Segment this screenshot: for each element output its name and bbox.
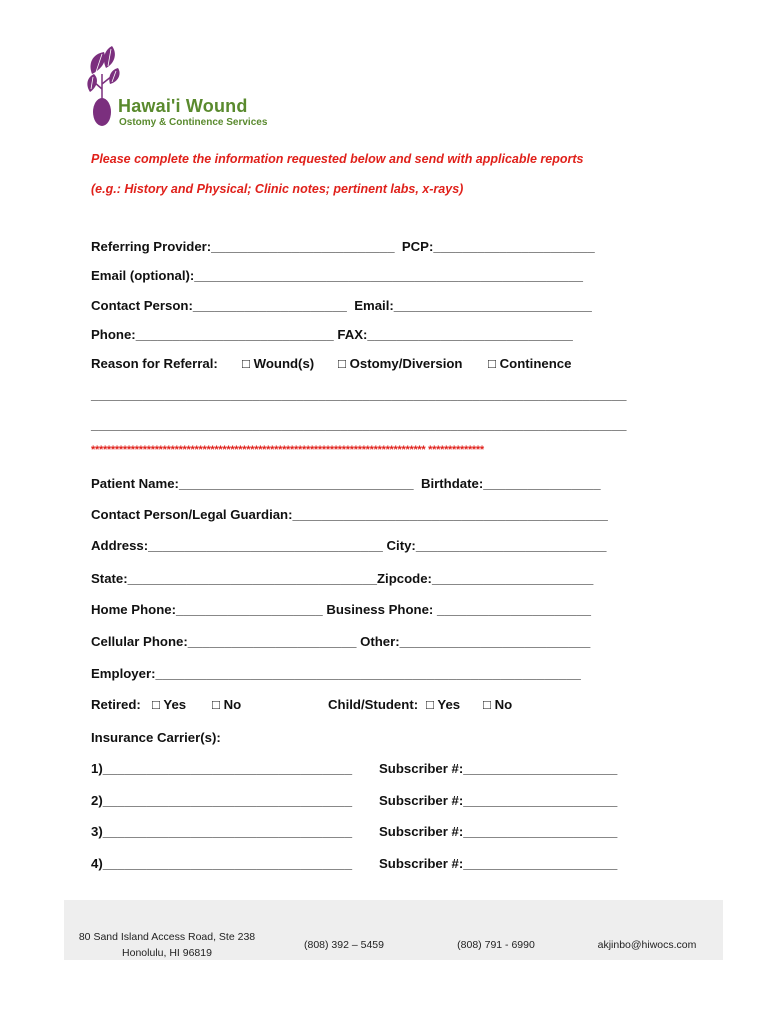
logo-name: Hawai'i Wound xyxy=(118,96,248,116)
footer-email-value[interactable]: akjinbo@hiwocs.com xyxy=(597,939,697,951)
footer-cell-value: (808) 392 – 5459 xyxy=(304,939,384,951)
checkbox-continence[interactable]: □ Continence xyxy=(488,356,572,371)
subscriber-3-field[interactable]: Subscriber #:_____________________ xyxy=(379,824,618,839)
leaf-icon xyxy=(87,46,119,126)
footer-address-line-1: 80 Sand Island Access Road, Ste 238 xyxy=(78,931,256,943)
reason-blank-line-1[interactable]: _________________________________________________________________________ xyxy=(91,387,627,402)
referring-provider-field[interactable]: Referring Provider:_________________________ PCP:______________________ xyxy=(91,239,595,254)
insurance-carriers-label: Insurance Carrier(s): xyxy=(91,730,221,745)
child-no-checkbox[interactable]: □ No xyxy=(483,697,513,712)
carrier-2-field[interactable]: 2)__________________________________ xyxy=(91,793,353,808)
email-optional-field[interactable]: Email (optional):_____________________________________________________ xyxy=(91,268,584,283)
patient-name-field[interactable]: Patient Name:________________________________ Birthdate:________________ xyxy=(91,476,601,491)
subscriber-4-field[interactable]: Subscriber #:_____________________ xyxy=(379,856,618,871)
checkbox-wounds[interactable]: □ Wound(s) xyxy=(242,356,315,371)
footer-fax-value: (808) 791 - 6990 xyxy=(457,939,535,951)
section-separator: ************************************************************************************ ************** xyxy=(91,444,484,456)
instruction-line-2: (e.g.: History and Physical; Clinic notes; pertinent labs, x-rays) xyxy=(91,182,464,196)
child-student-label: Child/Student: xyxy=(328,697,419,712)
footer-address-line-2: Honolulu, HI 96819 xyxy=(122,947,212,959)
retired-label: Retired: xyxy=(91,697,141,712)
subscriber-2-field[interactable]: Subscriber #:_____________________ xyxy=(379,793,618,808)
reason-blank-line-2[interactable]: _________________________________________________________________________ xyxy=(91,417,627,432)
home-business-phone-field[interactable]: Home Phone:____________________ Business Phone: _____________________ xyxy=(91,602,592,617)
carrier-4-field[interactable]: 4)__________________________________ xyxy=(91,856,353,871)
carrier-3-field[interactable]: 3)__________________________________ xyxy=(91,824,353,839)
instruction-line-1: Please complete the information requested below and send with applicable reports xyxy=(91,152,584,166)
subscriber-1-field[interactable]: Subscriber #:_____________________ xyxy=(379,761,618,776)
reason-for-referral-label: Reason for Referral: xyxy=(91,356,218,371)
phone-fax-field[interactable]: Phone:___________________________ FAX:____________________________ xyxy=(91,327,573,342)
checkbox-ostomy[interactable]: □ Ostomy/Diversion xyxy=(338,356,463,371)
state-zipcode-field[interactable]: State:__________________________________Zipcode:______________________ xyxy=(91,571,594,586)
employer-field[interactable]: Employer:__________________________________________________________ xyxy=(91,666,581,681)
guardian-field[interactable]: Contact Person/Legal Guardian:___________________________________________ xyxy=(91,507,608,522)
address-city-field[interactable]: Address:________________________________ City:__________________________ xyxy=(91,538,607,553)
retired-yes-checkbox[interactable]: □ Yes xyxy=(152,697,187,712)
logo-tagline: Ostomy & Continence Services xyxy=(119,117,268,128)
contact-person-field[interactable]: Contact Person:_____________________ Email:___________________________ xyxy=(91,298,592,313)
retired-no-checkbox[interactable]: □ No xyxy=(212,697,242,712)
child-yes-checkbox[interactable]: □ Yes xyxy=(426,697,461,712)
carrier-1-field[interactable]: 1)__________________________________ xyxy=(91,761,353,776)
cell-other-phone-field[interactable]: Cellular Phone:_______________________ Other:__________________________ xyxy=(91,634,591,649)
